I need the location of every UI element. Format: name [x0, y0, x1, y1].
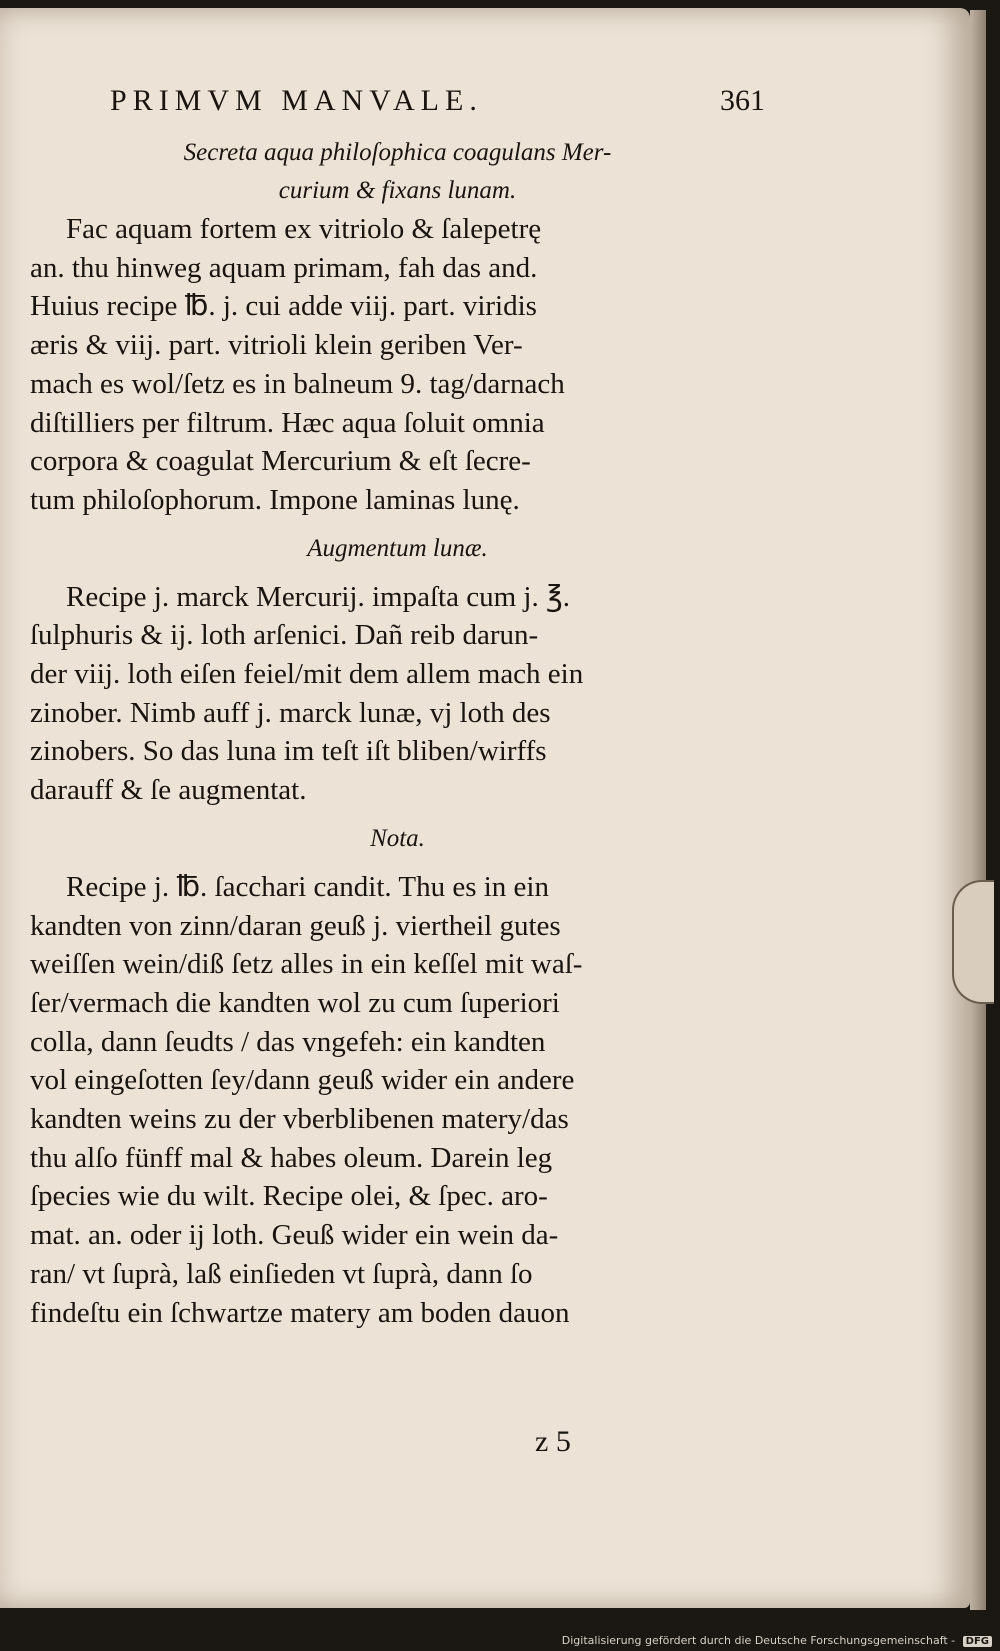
- text-line: der viij. loth eiſen feiel/mit dem allem mach ein: [30, 658, 584, 691]
- text-line: ſer/vermach die kandten wol zu cum ſuperiori: [30, 986, 560, 1019]
- text-line: diſtilliers per filtrum. Hæc aqua ſoluit omnia: [30, 406, 545, 439]
- heading-line: curium & fixans lunam.: [278, 177, 517, 204]
- text-line: Huius recipe ℔. j. cui adde viij. part. viridis: [30, 290, 537, 323]
- text-line: thu alſo fünff mal & habes oleum. Darein leg: [30, 1141, 553, 1174]
- spacer: [30, 568, 765, 578]
- text-line: Recipe j. marck Mercurij. impaſta cum j. ℥.: [66, 580, 570, 613]
- paragraph-2: [30, 578, 765, 810]
- dfg-credit: [562, 1634, 992, 1647]
- text-line: mat. an. oder ij loth. Geuß wider ein wein da-: [30, 1219, 559, 1252]
- credit-text: Digitalisierung gefördert durch die Deutsche Forschungsgemeinschaft -: [561, 1634, 956, 1647]
- page-text: [30, 80, 765, 1332]
- text-line: corpora & coagulat Mercurium & eſt ſecre-: [30, 445, 531, 478]
- text-line: an. thu hinweg aquam primam, fah das and.: [30, 251, 538, 284]
- page-edge-tab: [952, 880, 994, 1004]
- heading-line: Secreta aqua philoſophica coagulans Mer-: [183, 139, 612, 166]
- paragraph-1: [30, 210, 765, 520]
- text-line: zinobers. So das luna im teſt iſt bliben/wirffs: [30, 735, 547, 768]
- section-heading-1: [30, 134, 765, 210]
- section-heading-3: Nota.: [370, 824, 425, 852]
- text-line: zinober. Nimb auff j. marck lunæ, vj loth des: [30, 696, 551, 729]
- text-line: kandten weins zu der vberblibenen matery/das: [30, 1103, 569, 1136]
- text-line: vol eingeſotten ſey/dann geuß wider ein andere: [30, 1064, 575, 1097]
- spacer: [30, 520, 765, 530]
- page-number: 361: [720, 84, 765, 117]
- spacer: [30, 810, 765, 820]
- text-line: ran/ vt ſuprà, laß einſieden vt ſuprà, dann ſo: [30, 1257, 533, 1290]
- dfg-logo-icon: DFG: [963, 1636, 992, 1647]
- text-line: kandten von zinn/daran geuß j. viertheil gutes: [30, 909, 561, 942]
- signature-mark: z 5: [535, 1425, 571, 1458]
- text-line: weiſſen wein/diß ſetz alles in ein keſſel mit waſ-: [30, 948, 583, 981]
- page-header: [30, 80, 765, 132]
- text-line: darauff & ſe augmentat.: [30, 774, 307, 807]
- text-line: tum philoſophorum. Impone laminas lunę.: [30, 483, 520, 516]
- text-line: findeſtu ein ſchwartze matery am boden dauon: [30, 1296, 570, 1329]
- section-heading-2: Augmentum lunæ.: [307, 534, 488, 562]
- paragraph-3: [30, 868, 765, 1332]
- text-line: colla, dann ſeudts / das vngefeh: ein kandten: [30, 1025, 546, 1058]
- text-line: Fac aquam fortem ex vitriolo & ſalepetrę: [66, 213, 542, 245]
- running-head: PRIMVM MANVALE.: [110, 84, 483, 117]
- spacer: [30, 858, 765, 868]
- text-line: ſpecies wie du wilt. Recipe olei, & ſpec. aro-: [30, 1180, 548, 1213]
- text-line: æris & viij. part. vitrioli klein geriben Ver-: [30, 329, 523, 362]
- text-line: mach es wol/ſetz es in balneum 9. tag/darnach: [30, 367, 565, 400]
- text-line: ſulphuris & ij. loth arſenici. Dañ reib darun-: [30, 619, 539, 652]
- text-line: Recipe j. ℔. ſacchari candit. Thu es in ein: [66, 870, 549, 903]
- page-edge: [970, 10, 986, 1610]
